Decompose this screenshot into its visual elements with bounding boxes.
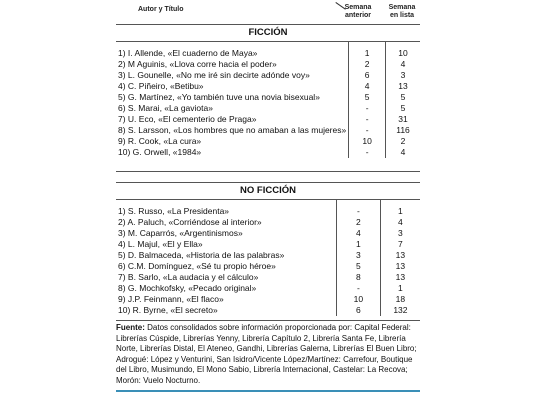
weeks-listed-value: 7 (398, 239, 403, 249)
weeks-listed-value: 10 (398, 48, 408, 58)
table-row (116, 250, 420, 261)
author-title-header: Autor y Título (138, 6, 184, 13)
nonfiction-table (116, 200, 420, 316)
book-entry: 2) M Aguinis, «Llova corre hacia el poder» (118, 59, 277, 69)
book-entry: 2) A. Paluch, «Corriéndose al interior» (118, 217, 262, 227)
previous-week-header: Semana anterior (344, 4, 372, 19)
table-row (116, 228, 420, 239)
book-entry: 1) S. Russo, «La Presidenta» (118, 206, 230, 216)
previous-week-value: - (349, 114, 386, 125)
book-entry: 10) R. Byrne, «El secreto» (118, 305, 218, 315)
previous-week-value: 8 (337, 272, 381, 283)
table-row (116, 81, 420, 92)
previous-week-value: 1 (349, 42, 386, 59)
book-entry: 10) G. Orwell, «1984» (118, 147, 202, 157)
previous-week-value: - (337, 283, 381, 294)
table-row (116, 92, 420, 103)
book-entry: 8) G. Mochkofsky, «Pecado original» (118, 283, 257, 293)
weeks-listed-value: 13 (395, 272, 406, 282)
nonfiction-section-title: NO FICCIÓN (116, 182, 420, 200)
book-entry: 6) C.M. Domínguez, «Sé tu propio héroe» (118, 261, 276, 271)
previous-week-value: 6 (349, 70, 386, 81)
table-row (116, 217, 420, 228)
weeks-listed-value: 31 (398, 114, 408, 124)
weeks-listed-value: 116 (396, 125, 410, 135)
table-row (116, 70, 420, 81)
section-divider (116, 158, 420, 172)
book-entry: 7) B. Sarlo, «La audacia y el cálculo» (118, 272, 259, 282)
source-text: Datos consolidados sobre información proporcionada por: Capital Federal: Librerías Cúspide, Librerías Yenny, Librería Capítulo 2, Librería Santa Fe, Librería Norte, Librerías Distal, El Ateneo, Gandhi, Librerías Galerna, Librerías El Buen Libro; Adrogué: López y Venturini, San Isidro/Vicente López/Martínez: Carrefour, Boutique del Libro, Musimundo, El Mono Sabio, Librería Internacional, Castelar: La Recova; Morón: Vuelo Nocturno. (116, 323, 417, 385)
weeks-listed-value: 5 (400, 103, 406, 113)
table-row (116, 305, 420, 316)
previous-week-value: - (349, 147, 386, 158)
source-label: Fuente: (116, 323, 145, 332)
bottom-rule (116, 390, 420, 392)
book-entry: 3) L. Gounelle, «No me iré sin decirte adónde voy» (118, 70, 310, 80)
book-entry: 3) M. Caparrós, «Argentinismos» (118, 228, 243, 238)
table-row (116, 42, 420, 59)
weeks-listed-value: 1 (398, 206, 403, 216)
previous-week-value: 5 (337, 261, 381, 272)
bestseller-list (116, 2, 420, 392)
table-row (116, 125, 420, 136)
weeks-listed-value: 13 (395, 261, 406, 271)
previous-week-value: 6 (337, 305, 381, 316)
weeks-listed-value: 3 (400, 70, 406, 80)
book-entry: 9) R. Cook, «La cura» (118, 136, 202, 146)
previous-week-value: 4 (349, 81, 386, 92)
table-row (116, 239, 420, 250)
previous-week-value: 5 (349, 92, 386, 103)
weeks-listed-value: 4 (398, 217, 403, 227)
fiction-table (116, 42, 420, 158)
column-header (116, 2, 420, 24)
weeks-listed-value: 5 (400, 92, 406, 102)
previous-week-value: 1 (337, 239, 381, 250)
book-entry: 8) S. Larsson, «Los hombres que no amaban a las mujeres» (118, 125, 347, 135)
table-row (116, 59, 420, 70)
previous-week-value: 10 (337, 294, 381, 305)
table-row (116, 103, 420, 114)
table-row (116, 200, 420, 217)
book-entry: 5) D. Balmaceda, «Historia de las palabras» (118, 250, 285, 260)
previous-week-value: 2 (337, 217, 381, 228)
weeks-listed-value: 18 (395, 294, 406, 304)
book-entry: 1) I. Allende, «El cuaderno de Maya» (118, 48, 258, 58)
book-entry: 7) U. Eco, «El cementerio de Praga» (118, 114, 257, 124)
fiction-section-title: FICCIÓN (116, 24, 420, 42)
spacer (116, 172, 420, 182)
table-row (116, 136, 420, 147)
previous-week-value: - (349, 103, 386, 114)
book-entry: 4) L. Majul, «El y Ella» (118, 239, 203, 249)
weeks-listed-value: 3 (398, 228, 403, 238)
book-entry: 5) G. Martínez, «Yo también tuve una novia bisexual» (118, 92, 320, 102)
weeks-listed-value: 13 (395, 250, 406, 260)
weeks-listed-header: Semana en lista (388, 4, 416, 19)
book-entry: 6) S. Marai, «La gaviota» (118, 103, 213, 113)
table-row (116, 147, 420, 158)
previous-week-value: - (349, 125, 386, 136)
weeks-listed-value: 2 (400, 136, 406, 146)
table-row (116, 114, 420, 125)
source-note (116, 320, 420, 387)
previous-week-value: - (337, 200, 381, 217)
weeks-listed-value: 4 (400, 147, 406, 157)
table-row (116, 261, 420, 272)
weeks-listed-value: 1 (398, 283, 403, 293)
weeks-listed-value: 132 (393, 305, 408, 315)
previous-week-value: 3 (337, 250, 381, 261)
previous-week-value: 2 (349, 59, 386, 70)
book-entry: 9) J.P. Feinmann, «El flaco» (118, 294, 224, 304)
table-row (116, 272, 420, 283)
table-row (116, 283, 420, 294)
previous-week-value: 4 (337, 228, 381, 239)
table-row (116, 294, 420, 305)
previous-week-value: 10 (349, 136, 386, 147)
book-entry: 4) C. Piñeiro, «Betibu» (118, 81, 204, 91)
weeks-listed-value: 4 (400, 59, 406, 69)
weeks-listed-value: 13 (398, 81, 408, 91)
